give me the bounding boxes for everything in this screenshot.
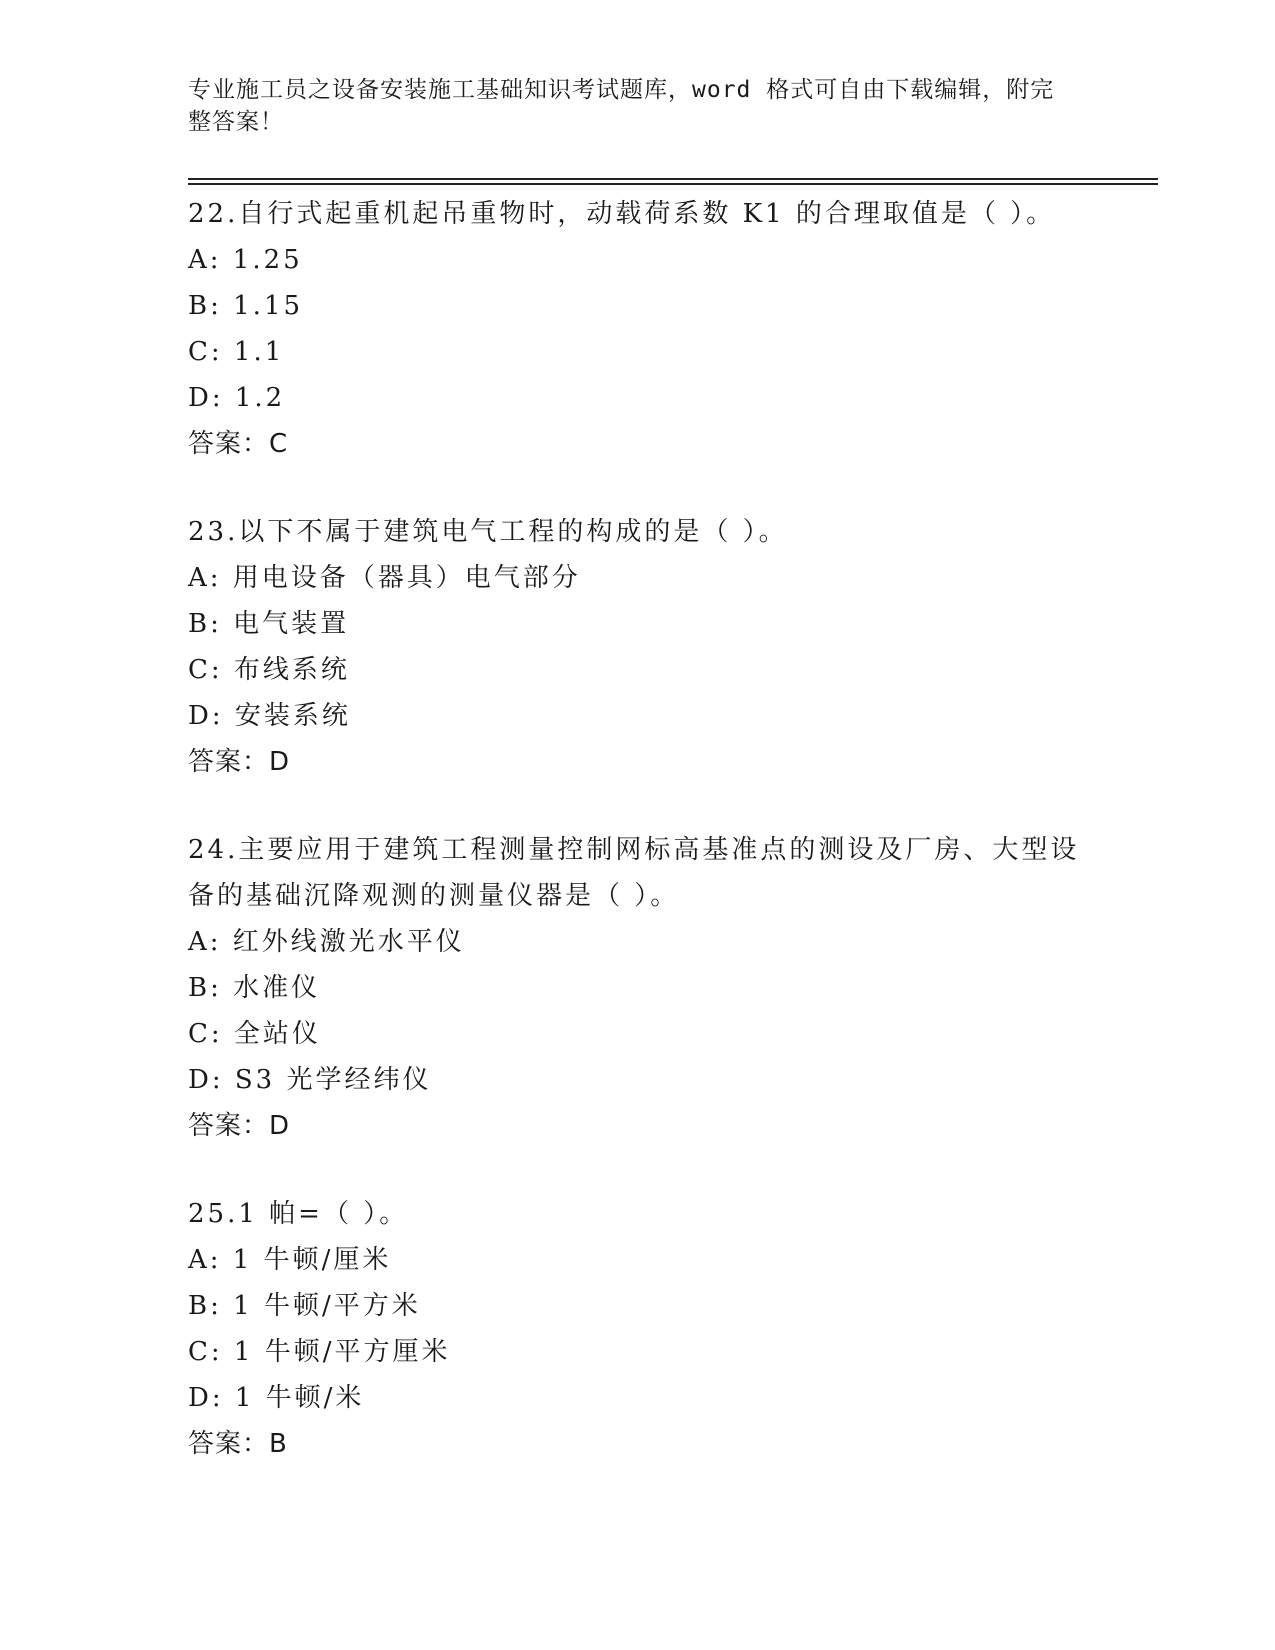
option-d: D: 安装系统 — [188, 701, 351, 731]
answer-label: 答案：D — [188, 747, 291, 777]
option-d: D: S3 光学经纬仪 — [188, 1065, 432, 1095]
option-b: B: 电气装置 — [188, 609, 350, 639]
question-24 — [188, 827, 1088, 1149]
option-d: D: 1 牛顿/米 — [188, 1383, 365, 1413]
question-stem: 23.以下不属于建筑电气工程的构成的是（ ）。 — [188, 517, 788, 547]
question-23 — [188, 509, 1088, 785]
question-stem: 25.1 帕=（ ）。 — [188, 1199, 409, 1229]
option-c: C: 全站仪 — [188, 1019, 321, 1049]
option-a: A: 用电设备（器具）电气部分 — [188, 563, 581, 593]
answer-label: 答案：B — [188, 1429, 288, 1459]
option-a: A: 1.25 — [188, 245, 303, 275]
option-a: A: 1 牛顿/厘米 — [188, 1245, 392, 1275]
option-b: B: 1.15 — [188, 291, 304, 321]
option-a: A: 红外线激光水平仪 — [188, 927, 465, 957]
question-list — [188, 191, 1088, 1509]
question-stem: 22.自行式起重机起吊重物时，动载荷系数 K1 的合理取值是（ ）。 — [188, 199, 1056, 229]
option-d: D: 1.2 — [188, 383, 286, 413]
option-c: C: 1 牛顿/平方厘米 — [188, 1337, 451, 1367]
question-stem: 24.主要应用于建筑工程测量控制网标高基准点的测设及厂房、大型设备的基础沉降观测的测量仪器是（ ）。 — [188, 835, 1080, 911]
option-c: C: 1.1 — [188, 337, 285, 367]
option-c: C: 布线系统 — [188, 655, 350, 685]
option-b: B: 1 牛顿/平方米 — [188, 1291, 421, 1321]
answer-label: 答案：D — [188, 1111, 291, 1141]
header-note: 专业施工员之设备安装施工基础知识考试题库，word 格式可自由下载编辑，附完整答案！ — [188, 77, 1055, 135]
answer-label: 答案：C — [188, 429, 289, 459]
header-divider-top — [188, 178, 1158, 180]
option-b: B: 水准仪 — [188, 973, 321, 1003]
question-25 — [188, 1191, 1088, 1467]
question-22 — [188, 191, 1088, 467]
header-divider-bottom — [188, 183, 1158, 185]
